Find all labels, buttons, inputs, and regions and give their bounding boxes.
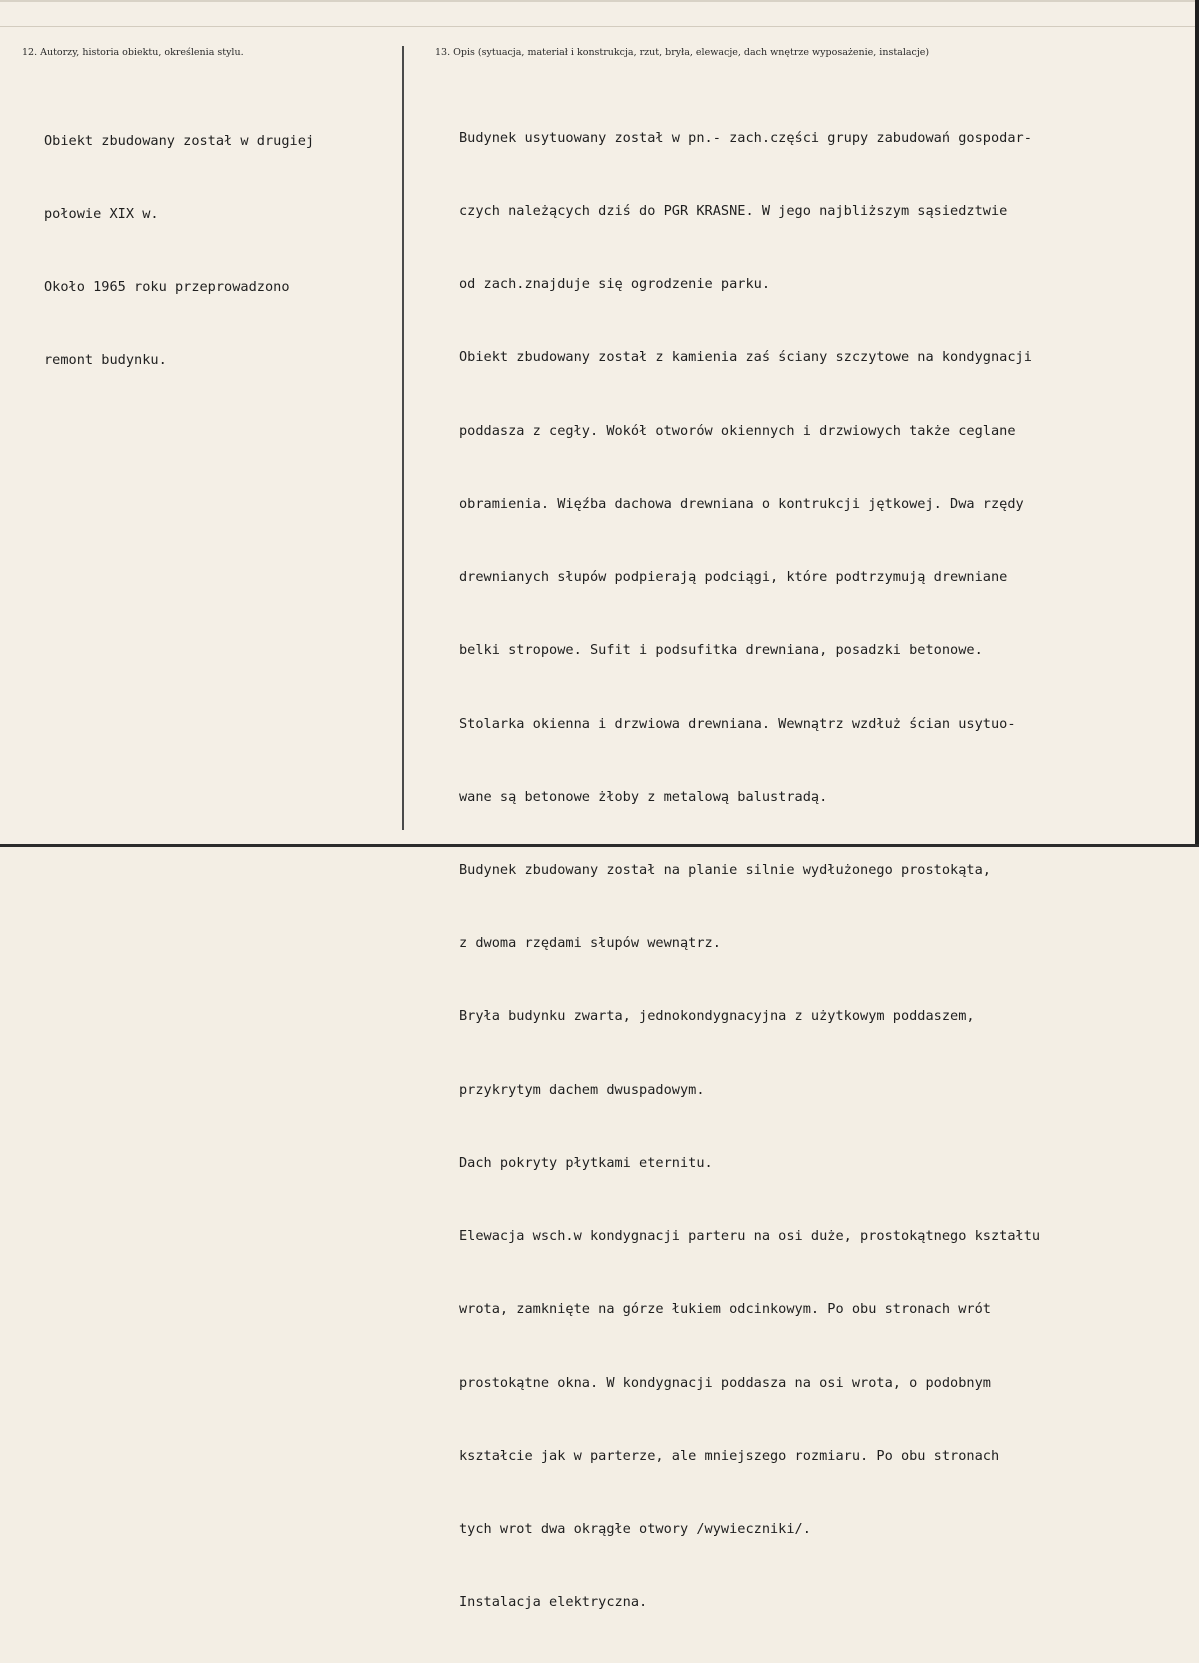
section-13-text	[459, 77, 1040, 1663]
text-line: od zach.znajduje się ogrodzenie parku.	[459, 276, 770, 293]
section-13-heading: 13. Opis (sytuacja, materiał i konstrukcja, rzut, bryła, elewacje, dach wnętrze wyposażenie, instalacje)	[435, 47, 930, 58]
top-rule	[0, 26, 1195, 27]
text-line: prostokątne okna. W kondygnacji poddasza na osi wrota, o podobnym	[459, 1374, 991, 1391]
text-line: tych wrot dwa okrągłe otwory /wywieczniki/.	[459, 1520, 811, 1537]
text-line: Budynek usytuowany został w pn.- zach.części grupy zabudowań gospodar-	[459, 129, 1032, 146]
text-line: Dach pokryty płytkami eternitu.	[459, 1154, 713, 1171]
page-right-edge	[1195, 0, 1199, 847]
text-line: obramienia. Więźba dachowa drewniana o kontrukcji jętkowej. Dwa rzędy	[459, 495, 1024, 512]
text-line: belki stropowe. Sufit i podsufitka drewniana, posadzki betonowe.	[459, 642, 983, 659]
page-top-edge	[0, 0, 1199, 2]
text-line: Elewacja wsch.w kondygnacji parteru na osi duże, prostokątnego kształtu	[459, 1228, 1041, 1245]
section-12-text	[44, 80, 314, 422]
text-line: wane są betonowe żłoby z metalową balustradą.	[459, 788, 828, 805]
text-line: Około 1965 roku przeprowadzono	[44, 279, 290, 296]
text-line: połowie XIX w.	[44, 206, 159, 223]
text-line: drewnianych słupów podpierają podciągi, które podtrzymują drewniane	[459, 569, 1008, 586]
text-line: Bryła budynku zwarta, jednokondygnacyjna z użytkowym poddaszem,	[459, 1008, 975, 1025]
text-line: poddasza z cegły. Wokół otworów okiennych i drzwiowych także ceglane	[459, 422, 1016, 439]
text-line: Stolarka okienna i drzwiowa drewniana. Wewnątrz wzdłuż ścian usytuo-	[459, 715, 1016, 732]
column-divider	[402, 46, 404, 830]
text-line: Instalacja elektryczna.	[459, 1594, 648, 1611]
text-line: przykrytym dachem dwuspadowym.	[459, 1081, 705, 1098]
text-line: wrota, zamknięte na górze łukiem odcinkowym. Po obu stronach wrót	[459, 1301, 991, 1318]
text-line: remont budynku.	[44, 352, 167, 369]
text-line: kształcie jak w parterze, ale mniejszego rozmiaru. Po obu stronach	[459, 1447, 1000, 1464]
text-line: Obiekt zbudowany został w drugiej	[44, 132, 315, 149]
text-line: Budynek zbudowany został na planie silnie wydłużonego prostokąta,	[459, 862, 991, 878]
text-line: czych należących dziś do PGR KRASNE. W jego najbliższym sąsiedztwie	[459, 203, 1008, 220]
section-12-heading: 12. Autorzy, historia obiektu, określenia stylu.	[22, 47, 244, 58]
text-line: Obiekt zbudowany został z kamienia zaś ściany szczytowe na kondygnacji	[459, 349, 1032, 366]
text-line: z dwoma rzędami słupów wewnątrz.	[459, 935, 721, 952]
